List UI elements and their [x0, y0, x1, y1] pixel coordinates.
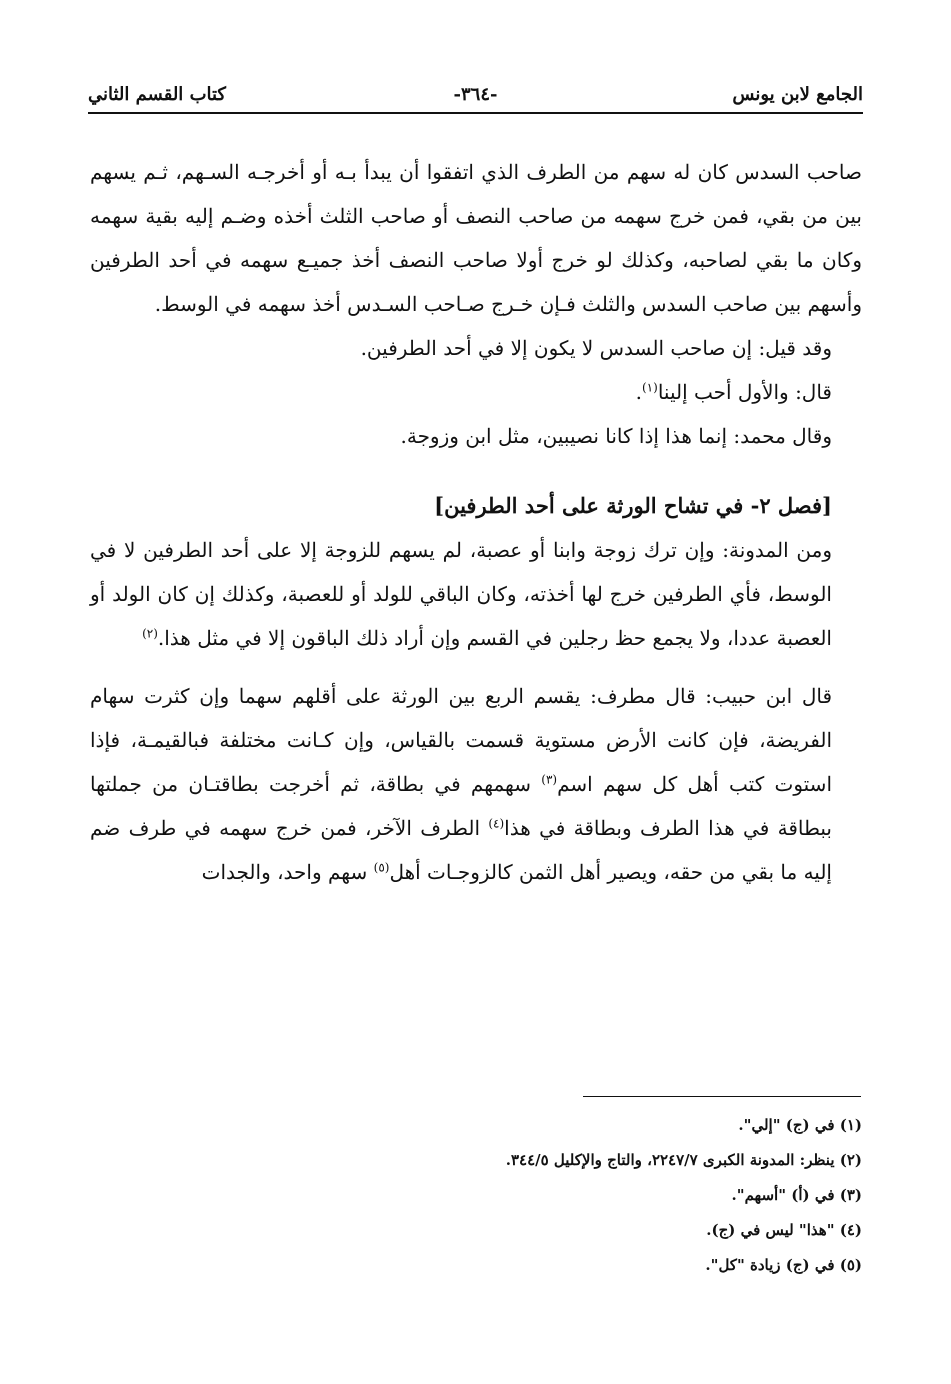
footnote-2: (٢) ينظر: المدونة الكبرى ٢٢٤٧/٧، والتاج والإكليل ٣٤٤/٥. — [505, 1151, 862, 1169]
section-heading: [فصل ٢- في تشاح الورثة على أحد الطرفين] — [434, 493, 832, 518]
paragraph-6-part-d: سهم واحد، والجدات — [201, 860, 374, 884]
footnote-4: (٤) "هذا" ليس في (ج). — [706, 1221, 862, 1239]
paragraph-6 — [90, 674, 862, 894]
footnote-1: (١) في (ج) "إلي". — [738, 1116, 862, 1134]
footnote-ref-3: (٣) — [541, 772, 558, 787]
header-divider — [88, 112, 863, 114]
main-text — [90, 150, 862, 894]
page-number: -٣٦٤- — [453, 84, 498, 105]
paragraph-5 — [90, 528, 862, 660]
footnote-divider — [583, 1096, 861, 1097]
paragraph-3-end: . — [635, 380, 642, 404]
footnotes — [90, 1108, 862, 1283]
footnote-ref-5: (٥) — [373, 860, 390, 875]
paragraph-3 — [90, 370, 862, 414]
header-section-title: كتاب القسم الثاني — [88, 84, 227, 105]
paragraph-4: وقال محمد: إنما هذا إذا كانا نصيبين، مثل ابن وزوجة. — [400, 424, 832, 448]
paragraph-3-text: قال: والأول أحب إلينا — [657, 380, 832, 404]
footnote-ref-2: (٢) — [142, 626, 158, 641]
running-header — [88, 84, 863, 110]
footnote-ref-1: (١) — [641, 380, 658, 395]
paragraph-6-part-a: قال ابن حبيب: قال مطرف: يقسم الربع بين الورثة على أقلهم سهما وإن كثرت سهام الفريضة، فإن كانت الأرض مستوية قسمت بالقياس، وإن كـانت مختلفة فبالقيمـة، فإذا استوت كتب أهل كل سهم اسم — [90, 684, 832, 796]
footnote-ref-4: (٤) — [488, 816, 505, 831]
paragraph-5-text: ومن المدونة: وإن ترك زوجة وابنا أو عصبة، لم يسهم للزوجة إلا على أحد الطرفين لا في الوسط، فأي الطرفين خرج لها أخذته، وكان الباقي للولد أو للعصبة، وكذلك إن كان الولد أو العصبة عددا، ولا يجمع حظ رجلين في القسم وإن أراد ذلك الباقون إلا في مثل هذا. — [90, 538, 832, 650]
footnote-5: (٥) في (ج) زيادة "كل". — [705, 1256, 862, 1274]
header-book-title: الجامع لابن يونس — [732, 84, 863, 105]
paragraph-6-part-b: سهمهم في بطاقة، ثم أخرجت بطاقتـان من جملتها ببطاقة في هذا الطرف وبطاقة في هذا — [90, 772, 832, 840]
paragraph-1: صاحب السدس كان له سهم من الطرف الذي اتفقوا أن يبدأ بـه أو أخرجـه السـهم، ثـم يسهم بين من بقي، فمن خرج سهمه من صاحب النصف أو صاحب الثلث أخذه وضـم إليه بقية سهمه وكان ما بقي لصاحبه، وكذلك لو خرج أولا صاحب النصف أخذ جميـع سهمه في أحد الطرفين وأسهم بين صاحب السدس والثلث فـإن خـرج صـاحب السـدس أخذ سهمه في الوسط. — [90, 160, 862, 316]
paragraph-2: وقد قيل: إن صاحب السدس لا يكون إلا في أحد الطرفين. — [360, 336, 832, 360]
paragraph-6-part-c: الطرف الآخر، فمن خرج سهمه في طرف ضم إليه ما بقي من حقه، ويصير أهل الثمن كالزوجـات أهل — [90, 816, 832, 884]
footnote-3: (٣) في (أ) "أسهم". — [731, 1186, 862, 1204]
